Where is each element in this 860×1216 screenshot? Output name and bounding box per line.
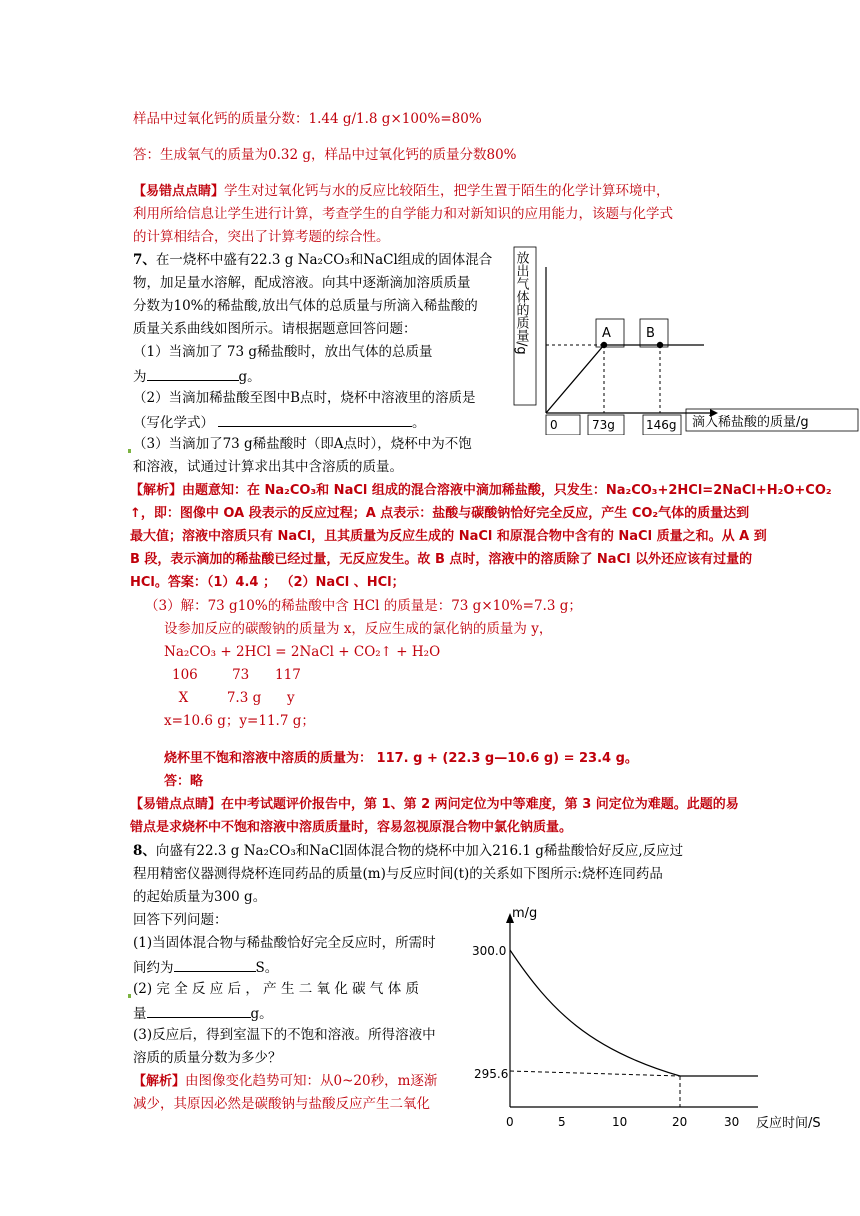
tip1-line-1: 【易错点点睛】学生对过氧化钙与水的反应比较陌生，把学生置于陌生的化学计算环境中， — [133, 183, 670, 199]
analysis7-line-3: 最大值；溶液中溶质只有 NaCl，且其质量为反应生成的 NaCl 和原混合物中含有的 NaCl 质量之和。从 A 到 — [130, 529, 767, 544]
q8-xtick-5: 5 — [558, 1115, 566, 1129]
q7-line-1: 7、在一烧杯中盛有22.3 g Na₂CO₃和NaCl组成的固体混合 — [133, 252, 493, 268]
q7-sub2-b: （写化学式） 。 — [133, 412, 426, 432]
q8-s2-a: (2) 完 全 反 应 后 ， 产 生 二 氧 化 碳 气 体 质 — [128, 980, 419, 998]
solution7-final: 烧杯里不饱和溶液中溶质的质量为： 117. g + (22.3 g—10.6 g) = 23.4 g。 — [164, 751, 638, 766]
q7-line-3: 分数为10%的稀盐酸,放出气体的总质量与所滴入稀盐酸的 — [133, 298, 478, 314]
analysis7-line-1: 【解析】由题意知：在 Na₂CO₃和 NaCl 组成的混合溶液中滴加稀盐酸，只发生：Na₂CO₃+2HCl=2NaCl+H₂O+CO₂ — [130, 483, 832, 498]
q7-line-2: 物，加足量水溶解，配成溶液。向其中逐渐滴加溶质质量 — [133, 275, 471, 291]
q8-xtick-20: 20 — [672, 1115, 688, 1129]
solution7-results: x=10.6 g；y=11.7 g； — [164, 713, 315, 729]
q7-curve — [546, 345, 704, 413]
solution7-equation: Na₂CO₃ + 2HCl = 2NaCl + CO₂↑ + H₂O — [164, 644, 441, 660]
solution7-line-2: 设参加反应的碳酸钠的质量为 x，反应生成的氯化钠的质量为 y， — [164, 621, 553, 637]
q7-point-b-label: B — [646, 326, 655, 341]
mass-fraction-line: 样品中过氧化钙的质量分数：1.44 g/1.8 g×100%=80% — [133, 111, 482, 127]
solution7-answer: 答：略 — [164, 774, 204, 789]
q8-xlabel: 反应时间/S — [756, 1116, 821, 1131]
q8-ask: 回答下列问题： — [133, 912, 228, 928]
q8-s3-b: 溶质的质量分数为多少？ — [133, 1050, 282, 1066]
q7-point-a-label: A — [602, 326, 611, 341]
tip2-line-2: 错点是求烧杯中不饱和溶液中溶质质量时，容易忽视原混合物中氯化钠质量。 — [130, 820, 573, 835]
q7-xlabel: 滴入稀盐酸的质量/g — [692, 415, 809, 430]
tip1-line-2: 利用所给信息让学生进行计算，考查学生的自学能力和对新知识的应用能力，该题与化学式 — [133, 206, 673, 222]
q7-sub2-a: （2）当滴加稀盐酸至图中B点时，烧杯中溶液里的溶质是 — [133, 390, 476, 406]
q8-s2-b: 量 g。 — [133, 1003, 273, 1023]
q8-ylabel: m/g — [512, 906, 538, 921]
solution7-line-1: （3）解：73 g10%的稀盐酸中含 HCl 的质量是：73 g×10%=7.3 g； — [145, 598, 582, 614]
q7-origin-label: 0 — [550, 418, 558, 432]
q7-blank-1[interactable] — [147, 366, 239, 381]
q7-tick-73: 73g — [592, 418, 615, 432]
q8-blank-2[interactable] — [147, 1003, 251, 1018]
q7-blank-2[interactable] — [218, 412, 412, 427]
q8-blank-1[interactable] — [174, 957, 256, 972]
q8-analysis-2: 减少，其原因必然是碳酸钠与盐酸反应产生二氧化 — [133, 1096, 430, 1112]
q8-ytick-bottom: 295.6 — [474, 1067, 509, 1081]
q7-sub3-b: 和溶液，试通过计算求出其中含溶质的质量。 — [133, 459, 403, 475]
q8-curve — [510, 950, 680, 1076]
solution7-vars: X 7.3 g y — [170, 690, 295, 706]
q7-tick-146: 146g — [646, 418, 677, 432]
q8-ytick-top: 300.0 — [472, 944, 507, 958]
q8-guide-h — [510, 1071, 680, 1076]
analysis7-line-5: HCl。答案：（1）4.4 ； （2）NaCl 、HCl； — [130, 575, 405, 590]
tip1-line-3: 的计算相结合，突出了计算考题的综合性。 — [133, 229, 390, 245]
q7-line-4: 质量关系曲线如图所示。请根据题意回答问题： — [133, 321, 417, 337]
analysis7-line-4: B 段，表示滴加的稀盐酸已经过量，无反应发生。故 B 点时，溶液中的溶质除了 NaCl 以外还应该有过量的 — [130, 552, 753, 567]
solution7-molar: 106 73 117 — [172, 667, 301, 683]
q8-s1-b: 间约为 S。 — [133, 957, 278, 977]
analysis7-line-2: ↑，即：图像中 OA 段表示的反应过程；A 点表示：盐酸与碳酸钠恰好完全反应，产生 CO₂气体的质量达到 — [130, 506, 750, 521]
q8-chart — [470, 905, 830, 1135]
answer-line: 答：生成氧气的质量为0.32 g，样品中过氧化钙的质量分数80% — [133, 147, 517, 163]
q7-sub1-b: 为 g。 — [133, 366, 261, 386]
q8-s1-a: (1)当固体混合物与稀盐酸恰好完全反应时，所需时 — [133, 935, 436, 951]
tip2-line-1: 【易错点点睛】在中考试题评价报告中，第 1、第 2 两问定位为中等难度，第 3 问定位为难题。此题的易 — [130, 797, 739, 812]
q8-line-2: 程用精密仪器测得烧杯连同药品的质量(m)与反应时间(t)的关系如下图所示:烧杯连同药品 — [133, 866, 663, 882]
q8-xtick-30: 30 — [724, 1115, 740, 1129]
q8-line-1: 8、向盛有22.3 g Na₂CO₃和NaCl固体混合物的烧杯中加入216.1 g稀盐酸恰好反应,反应过 — [133, 843, 684, 859]
q7-chart — [512, 245, 860, 435]
q7-sub3-a: （3）当滴加了73 g稀盐酸时（即A点时），烧杯中为不饱 — [128, 435, 472, 453]
q8-analysis-1: 【解析】由图像变化趋势可知：从0~20秒，m逐渐 — [133, 1073, 438, 1089]
q8-xticks — [506, 1115, 739, 1129]
q7-sub1-a: （1）当滴加了 73 g稀盐酸时，放出气体的总质量 — [133, 344, 433, 360]
q8-line-3: 的起始质量为300 g。 — [133, 889, 267, 905]
q8-xtick-10: 10 — [612, 1115, 628, 1129]
q8-xtick-0: 0 — [506, 1115, 514, 1129]
tip1-tag: 【易错点点睛】 — [133, 184, 225, 199]
q7-ylabel: 放出气体的质量/g — [513, 251, 529, 355]
q8-s3-a: (3)反应后，得到室温下的不饱和溶液。所得溶液中 — [133, 1027, 436, 1043]
